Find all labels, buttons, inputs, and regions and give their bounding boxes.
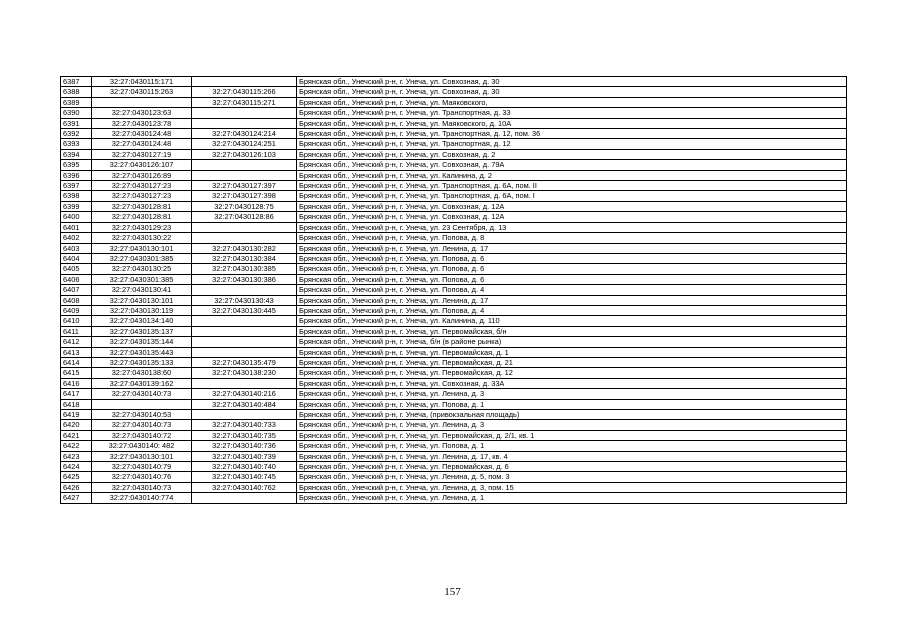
cadastral-number-cell: 32:27:0430301:385: [92, 274, 192, 284]
address-cell: Брянская обл., Унечский р-н, г. Унеча, ул. Первомайская, д. 21: [297, 357, 847, 367]
related-cadastral-number-cell: [192, 233, 297, 243]
related-cadastral-number-cell: [192, 493, 297, 503]
address-cell: Брянская обл., Унечский р-н, г. Унеча, ул. Попова, д. 1: [297, 441, 847, 451]
address-cell: Брянская обл., Унечский р-н, г. Унеча, ул. Транспортная, д. 33: [297, 108, 847, 118]
related-cadastral-number-cell: [192, 347, 297, 357]
row-number-cell: 6416: [61, 378, 92, 388]
related-cadastral-number-cell: 32:27:0430140:216: [192, 389, 297, 399]
page-number: 157: [444, 586, 461, 598]
related-cadastral-number-cell: 32:27:0430140:736: [192, 441, 297, 451]
address-cell: Брянская обл., Унечский р-н, г. Унеча, б/н (в районе рынка): [297, 337, 847, 347]
table-row: [61, 462, 847, 472]
table-row: [61, 316, 847, 326]
table-row: [61, 493, 847, 503]
cadastral-number-cell: 32:27:0430115:171: [92, 77, 192, 87]
cadastral-number-cell: 32:27:0430140:53: [92, 410, 192, 420]
row-number-cell: 6405: [61, 264, 92, 274]
row-number-cell: 6410: [61, 316, 92, 326]
table-row: [61, 212, 847, 222]
cadastral-number-cell: 32:27:0430134:140: [92, 316, 192, 326]
related-cadastral-number-cell: 32:27:0430140:735: [192, 430, 297, 440]
cadastral-number-cell: 32:27:0430135:144: [92, 337, 192, 347]
address-cell: Брянская обл., Унечский р-н, г. Унеча, (привокзальная площадь): [297, 410, 847, 420]
related-cadastral-number-cell: 32:27:0430135:479: [192, 357, 297, 367]
address-cell: Брянская обл., Унечский р-н, г. Унеча, ул. Попова, д. 6: [297, 264, 847, 274]
row-number-cell: 6411: [61, 326, 92, 336]
cadastral-number-cell: 32:27:0430135:137: [92, 326, 192, 336]
related-cadastral-number-cell: [192, 118, 297, 128]
table-row: [61, 295, 847, 305]
address-cell: Брянская обл., Унечский р-н, г. Унеча, ул. Совхозная, д. 33А: [297, 378, 847, 388]
related-cadastral-number-cell: 32:27:0430138:230: [192, 368, 297, 378]
row-number-cell: 6422: [61, 441, 92, 451]
cadastral-number-cell: 32:27:0430135:133: [92, 357, 192, 367]
related-cadastral-number-cell: 32:27:0430130:386: [192, 274, 297, 284]
row-number-cell: 6408: [61, 295, 92, 305]
table-row: [61, 337, 847, 347]
cadastral-number-cell: 32:27:0430130:22: [92, 233, 192, 243]
cadastral-number-cell: 32:27:0430126:89: [92, 170, 192, 180]
row-number-cell: 6388: [61, 87, 92, 97]
related-cadastral-number-cell: 32:27:0430140:484: [192, 399, 297, 409]
row-number-cell: 6397: [61, 181, 92, 191]
table-row: [61, 305, 847, 315]
related-cadastral-number-cell: 32:27:0430140:762: [192, 482, 297, 492]
table-row: [61, 399, 847, 409]
cadastral-number-cell: 32:27:0430140:72: [92, 430, 192, 440]
address-cell: Брянская обл., Унечский р-н, г. Унеча, ул. Совхозная, д. 30: [297, 77, 847, 87]
row-number-cell: 6396: [61, 170, 92, 180]
cadastral-number-cell: 32:27:0430140:76: [92, 472, 192, 482]
table-row: [61, 264, 847, 274]
cadastral-number-cell: 32:27:0430301:385: [92, 253, 192, 263]
table-row: [61, 410, 847, 420]
row-number-cell: 6402: [61, 233, 92, 243]
cadastral-number-cell: 32:27:0430138:60: [92, 368, 192, 378]
row-number-cell: 6412: [61, 337, 92, 347]
table-row: [61, 160, 847, 170]
cadastral-number-cell: 32:27:0430127:23: [92, 181, 192, 191]
address-cell: Брянская обл., Унечский р-н, г. Унеча, ул. Совхозная, д. 12А: [297, 212, 847, 222]
table-row: [61, 347, 847, 357]
table-row: [61, 357, 847, 367]
row-number-cell: 6420: [61, 420, 92, 430]
cadastral-number-cell: 32:27:0430130:101: [92, 243, 192, 253]
table-row: [61, 201, 847, 211]
table-row: [61, 170, 847, 180]
address-cell: Брянская обл., Унечский р-н, г. Унеча, ул. Транспортная, д. 12, пом. 36: [297, 129, 847, 139]
related-cadastral-number-cell: 32:27:0430140:739: [192, 451, 297, 461]
address-cell: Брянская обл., Унечский р-н, г. Унеча, ул. Транспортная, д. 6А, пом. II: [297, 181, 847, 191]
address-cell: Брянская обл., Унечский р-н, г. Унеча, ул. Маяковского, д. 10А: [297, 118, 847, 128]
related-cadastral-number-cell: [192, 160, 297, 170]
row-number-cell: 6387: [61, 77, 92, 87]
address-cell: Брянская обл., Унечский р-н, г. Унеча, ул. Ленина, д. 17: [297, 295, 847, 305]
table-row: [61, 129, 847, 139]
related-cadastral-number-cell: 32:27:0430130:384: [192, 253, 297, 263]
table-row: [61, 243, 847, 253]
related-cadastral-number-cell: 32:27:0430140:733: [192, 420, 297, 430]
cadastral-records-table: [60, 76, 847, 504]
row-number-cell: 6406: [61, 274, 92, 284]
row-number-cell: 6417: [61, 389, 92, 399]
table-row: [61, 97, 847, 107]
address-cell: Брянская обл., Унечский р-н, г. Унеча, ул. Попова, д. 1: [297, 399, 847, 409]
cadastral-number-cell: 32:27:0430140:774: [92, 493, 192, 503]
related-cadastral-number-cell: 32:27:0430127:398: [192, 191, 297, 201]
cadastral-number-cell: 32:27:0430126:107: [92, 160, 192, 170]
cadastral-number-cell: [92, 399, 192, 409]
related-cadastral-number-cell: 32:27:0430130:445: [192, 305, 297, 315]
cadastral-number-cell: [92, 97, 192, 107]
cadastral-number-cell: 32:27:0430130:41: [92, 285, 192, 295]
related-cadastral-number-cell: 32:27:0430115:271: [192, 97, 297, 107]
address-cell: Брянская обл., Унечский р-н, г. Унеча, ул. Попова, д. 8: [297, 233, 847, 243]
related-cadastral-number-cell: 32:27:0430140:745: [192, 472, 297, 482]
cadastral-number-cell: 32:27:0430115:263: [92, 87, 192, 97]
cadastral-number-cell: 32:27:0430130:101: [92, 451, 192, 461]
cadastral-number-cell: 32:27:0430140:73: [92, 389, 192, 399]
address-cell: Брянская обл., Унечский р-н, г. Унеча, ул. Первомайская, д. 2/1, кв. 1: [297, 430, 847, 440]
row-number-cell: 6391: [61, 118, 92, 128]
related-cadastral-number-cell: [192, 108, 297, 118]
row-number-cell: 6421: [61, 430, 92, 440]
table-row: [61, 253, 847, 263]
row-number-cell: 6427: [61, 493, 92, 503]
table-row: [61, 222, 847, 232]
row-number-cell: 6426: [61, 482, 92, 492]
cadastral-number-cell: 32:27:0430140: 482: [92, 441, 192, 451]
row-number-cell: 6394: [61, 149, 92, 159]
related-cadastral-number-cell: 32:27:0430140:740: [192, 462, 297, 472]
table-row: [61, 139, 847, 149]
address-cell: Брянская обл., Унечский р-н, г. Унеча, ул. Ленина, д. 17: [297, 243, 847, 253]
address-cell: Брянская обл., Унечский р-н, г. Унеча, ул. Ленина, д. 17, кв. 4: [297, 451, 847, 461]
address-cell: Брянская обл., Унечский р-н, г. Унеча, ул. Совхозная, д. 2: [297, 149, 847, 159]
related-cadastral-number-cell: 32:27:0430130:282: [192, 243, 297, 253]
table-row: [61, 472, 847, 482]
table-row: [61, 326, 847, 336]
related-cadastral-number-cell: 32:27:0430128:86: [192, 212, 297, 222]
row-number-cell: 6393: [61, 139, 92, 149]
cadastral-number-cell: 32:27:0430128:81: [92, 212, 192, 222]
table-row: [61, 181, 847, 191]
related-cadastral-number-cell: [192, 170, 297, 180]
row-number-cell: 6413: [61, 347, 92, 357]
cadastral-number-cell: 32:27:0430130:101: [92, 295, 192, 305]
row-number-cell: 6414: [61, 357, 92, 367]
cadastral-number-cell: 32:27:0430123:63: [92, 108, 192, 118]
address-cell: Брянская обл., Унечский р-н, г. Унеча, ул. Совхозная, д. 30: [297, 87, 847, 97]
row-number-cell: 6399: [61, 201, 92, 211]
related-cadastral-number-cell: [192, 285, 297, 295]
table-row: [61, 233, 847, 243]
related-cadastral-number-cell: 32:27:0430124:214: [192, 129, 297, 139]
address-cell: Брянская обл., Унечский р-н, г. Унеча, ул. Попова, д. 6: [297, 253, 847, 263]
row-number-cell: 6390: [61, 108, 92, 118]
address-cell: Брянская обл., Унечский р-н, г. Унеча, ул. Ленина, д. 1: [297, 493, 847, 503]
address-cell: Брянская обл., Унечский р-н, г. Унеча, ул. Попова, д. 4: [297, 285, 847, 295]
table-row: [61, 482, 847, 492]
row-number-cell: 6418: [61, 399, 92, 409]
table-row: [61, 389, 847, 399]
cadastral-number-cell: 32:27:0430135:443: [92, 347, 192, 357]
cadastral-number-cell: 32:27:0430130:25: [92, 264, 192, 274]
cadastral-number-cell: 32:27:0430140:73: [92, 420, 192, 430]
address-cell: Брянская обл., Унечский р-н, г. Унеча, ул. Калинина, д. 2: [297, 170, 847, 180]
table-row: [61, 285, 847, 295]
address-cell: Брянская обл., Унечский р-н, г. Унеча, ул. Первомайская, д. 12: [297, 368, 847, 378]
related-cadastral-number-cell: 32:27:0430126:103: [192, 149, 297, 159]
row-number-cell: 6423: [61, 451, 92, 461]
address-cell: Брянская обл., Унечский р-н, г. Унеча, ул. Первомайская, б/н: [297, 326, 847, 336]
address-cell: Брянская обл., Унечский р-н, г. Унеча, ул. Транспортная, д. 6А, пом. I: [297, 191, 847, 201]
table-row: [61, 451, 847, 461]
address-cell: Брянская обл., Унечский р-н, г. Унеча, ул. Совхозная, д. 79А: [297, 160, 847, 170]
table-row: [61, 191, 847, 201]
related-cadastral-number-cell: 32:27:0430128:75: [192, 201, 297, 211]
table-row: [61, 87, 847, 97]
address-cell: Брянская обл., Унечский р-н, г. Унеча, ул. Ленина, д. 3: [297, 420, 847, 430]
address-cell: Брянская обл., Унечский р-н, г. Унеча, ул. Первомайская, д. 6: [297, 462, 847, 472]
related-cadastral-number-cell: [192, 326, 297, 336]
address-cell: Брянская обл., Унечский р-н, г. Унеча, ул. Совхозная, д. 12А: [297, 201, 847, 211]
row-number-cell: 6415: [61, 368, 92, 378]
cadastral-number-cell: 32:27:0430124:48: [92, 129, 192, 139]
row-number-cell: 6403: [61, 243, 92, 253]
cadastral-number-cell: 32:27:0430123:78: [92, 118, 192, 128]
related-cadastral-number-cell: [192, 316, 297, 326]
table-row: [61, 420, 847, 430]
row-number-cell: 6409: [61, 305, 92, 315]
related-cadastral-number-cell: 32:27:0430115:266: [192, 87, 297, 97]
cadastral-number-cell: 32:27:0430127:19: [92, 149, 192, 159]
related-cadastral-number-cell: [192, 77, 297, 87]
address-cell: Брянская обл., Унечский р-н, г. Унеча, ул. Первомайская, д. 1: [297, 347, 847, 357]
row-number-cell: 6425: [61, 472, 92, 482]
cadastral-number-cell: 32:27:0430139:162: [92, 378, 192, 388]
cadastral-number-cell: 32:27:0430129:23: [92, 222, 192, 232]
row-number-cell: 6392: [61, 129, 92, 139]
row-number-cell: 6400: [61, 212, 92, 222]
table-row: [61, 441, 847, 451]
table-row: [61, 77, 847, 87]
table-row: [61, 378, 847, 388]
table-body: [61, 77, 847, 504]
related-cadastral-number-cell: 32:27:0430124:251: [192, 139, 297, 149]
address-cell: Брянская обл., Унечский р-н, г. Унеча, ул. Маяковского,: [297, 97, 847, 107]
related-cadastral-number-cell: 32:27:0430130:385: [192, 264, 297, 274]
row-number-cell: 6407: [61, 285, 92, 295]
row-number-cell: 6395: [61, 160, 92, 170]
related-cadastral-number-cell: [192, 222, 297, 232]
row-number-cell: 6419: [61, 410, 92, 420]
table-row: [61, 149, 847, 159]
related-cadastral-number-cell: 32:27:0430127:397: [192, 181, 297, 191]
cadastral-number-cell: 32:27:0430130:119: [92, 305, 192, 315]
address-cell: Брянская обл., Унечский р-н, г. Унеча, ул. Ленина, д. 5, пом. 3: [297, 472, 847, 482]
row-number-cell: 6389: [61, 97, 92, 107]
related-cadastral-number-cell: [192, 337, 297, 347]
cadastral-number-cell: 32:27:0430140:79: [92, 462, 192, 472]
related-cadastral-number-cell: [192, 410, 297, 420]
address-cell: Брянская обл., Унечский р-н, г. Унеча, ул. Транспортная, д. 12: [297, 139, 847, 149]
address-cell: Брянская обл., Унечский р-н, г. Унеча, ул. Попова, д. 6: [297, 274, 847, 284]
address-cell: Брянская обл., Унечский р-н, г. Унеча, ул. Ленина, д. 3, пом. 15: [297, 482, 847, 492]
row-number-cell: 6404: [61, 253, 92, 263]
related-cadastral-number-cell: [192, 378, 297, 388]
cadastral-number-cell: 32:27:0430128:81: [92, 201, 192, 211]
table-row: [61, 108, 847, 118]
table-row: [61, 368, 847, 378]
address-cell: Брянская обл., Унечский р-н, г. Унеча, ул. Ленина, д. 3: [297, 389, 847, 399]
address-cell: Брянская обл., Унечский р-н, г. Унеча, ул. Попова, д. 4: [297, 305, 847, 315]
table-row: [61, 274, 847, 284]
row-number-cell: 6424: [61, 462, 92, 472]
related-cadastral-number-cell: 32:27:0430130:43: [192, 295, 297, 305]
row-number-cell: 6401: [61, 222, 92, 232]
address-cell: Брянская обл., Унечский р-н, г. Унеча, ул. 23 Сентября, д. 13: [297, 222, 847, 232]
table-row: [61, 430, 847, 440]
cadastral-number-cell: 32:27:0430127:23: [92, 191, 192, 201]
cadastral-number-cell: 32:27:0430124:48: [92, 139, 192, 149]
cadastral-number-cell: 32:27:0430140:73: [92, 482, 192, 492]
row-number-cell: 6398: [61, 191, 92, 201]
table-row: [61, 118, 847, 128]
address-cell: Брянская обл., Унечский р-н, г. Унеча, ул. Калинина, д. 110: [297, 316, 847, 326]
